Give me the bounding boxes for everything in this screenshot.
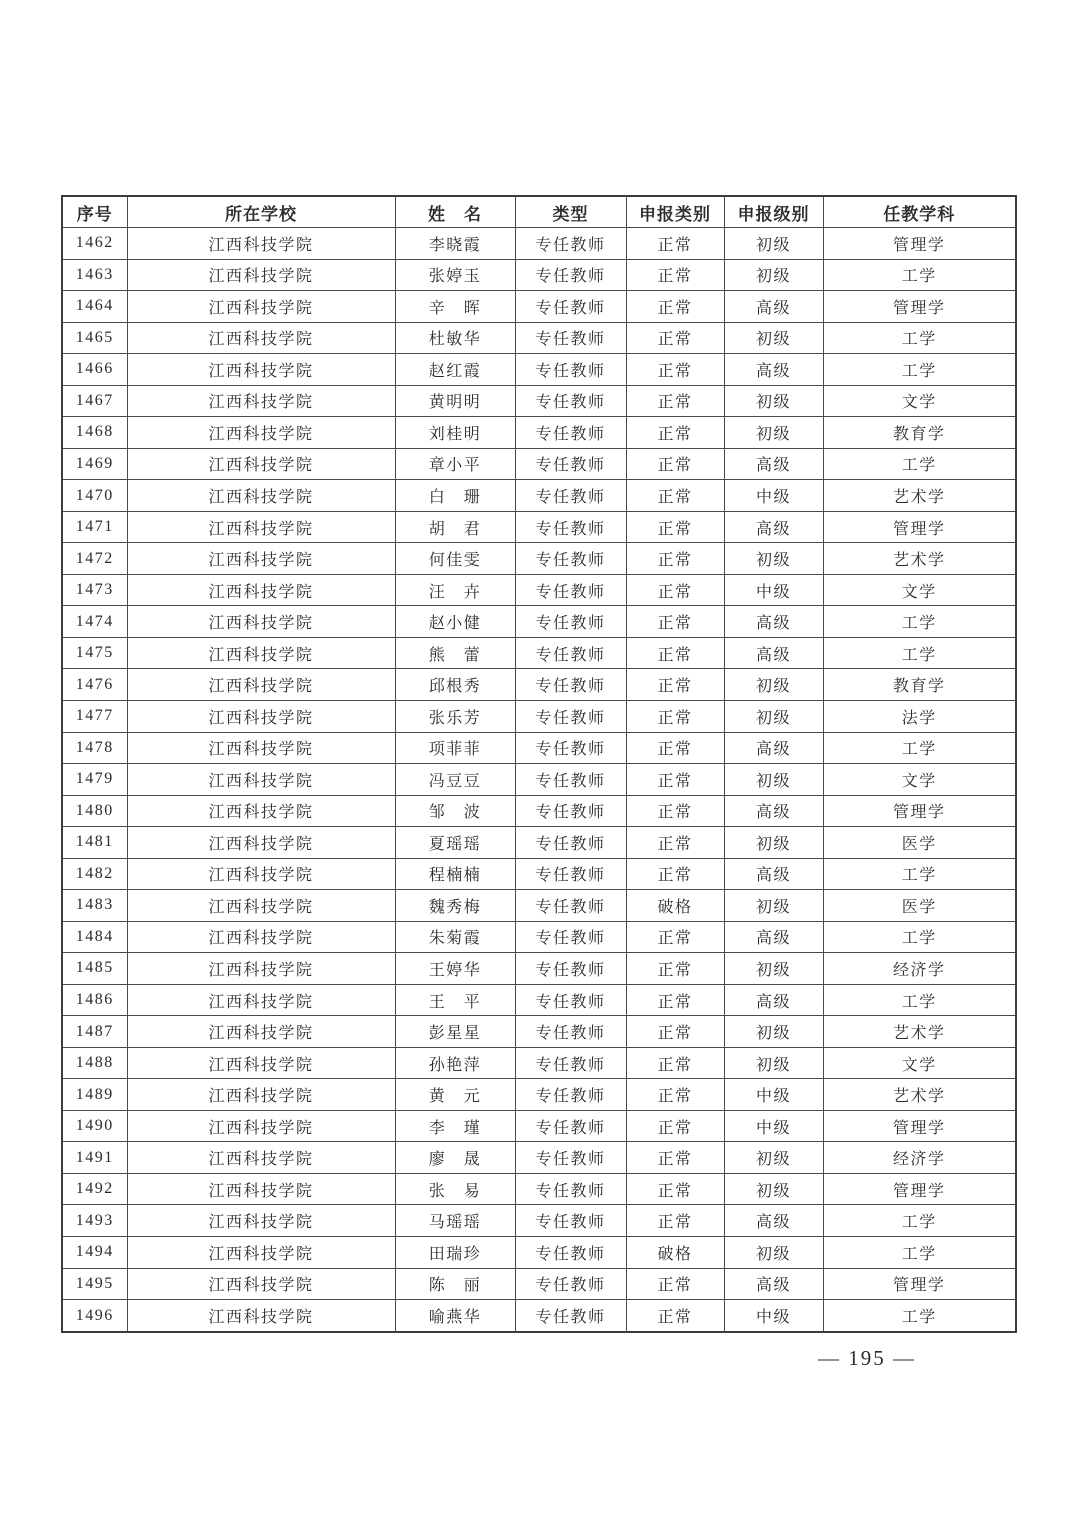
cell-type: 专任教师 bbox=[515, 637, 626, 669]
cell-school: 江西科技学院 bbox=[127, 543, 395, 575]
cell-type: 专任教师 bbox=[515, 1016, 626, 1048]
table-row bbox=[62, 669, 1016, 701]
cell-subject: 文学 bbox=[823, 385, 1016, 417]
cell-type: 专任教师 bbox=[515, 1079, 626, 1111]
cell-subject: 管理学 bbox=[823, 1173, 1016, 1205]
cell-type: 专任教师 bbox=[515, 1173, 626, 1205]
table-row bbox=[62, 574, 1016, 606]
cell-school: 江西科技学院 bbox=[127, 448, 395, 480]
cell-declare_level: 初级 bbox=[724, 669, 823, 701]
table-row bbox=[62, 543, 1016, 575]
cell-type: 专任教师 bbox=[515, 953, 626, 985]
cell-declare_level: 高级 bbox=[724, 448, 823, 480]
cell-serial: 1484 bbox=[62, 921, 127, 953]
cell-subject: 工学 bbox=[823, 448, 1016, 480]
table-row bbox=[62, 259, 1016, 291]
cell-declare_category: 正常 bbox=[626, 417, 724, 449]
cell-declare_category: 正常 bbox=[626, 385, 724, 417]
header-school: 所在学校 bbox=[127, 196, 395, 228]
cell-name: 李 瑾 bbox=[395, 1110, 515, 1142]
cell-name: 张 易 bbox=[395, 1173, 515, 1205]
cell-school: 江西科技学院 bbox=[127, 1079, 395, 1111]
cell-subject: 管理学 bbox=[823, 511, 1016, 543]
cell-serial: 1480 bbox=[62, 795, 127, 827]
cell-declare_level: 中级 bbox=[724, 574, 823, 606]
table-row bbox=[62, 480, 1016, 512]
cell-name: 孙艳萍 bbox=[395, 1047, 515, 1079]
cell-declare_level: 初级 bbox=[724, 1142, 823, 1174]
cell-name: 魏秀梅 bbox=[395, 890, 515, 922]
cell-name: 邹 波 bbox=[395, 795, 515, 827]
cell-declare_level: 高级 bbox=[724, 606, 823, 638]
cell-name: 项菲菲 bbox=[395, 732, 515, 764]
cell-name: 黄 元 bbox=[395, 1079, 515, 1111]
table-row bbox=[62, 984, 1016, 1016]
table-row bbox=[62, 1079, 1016, 1111]
cell-name: 白 珊 bbox=[395, 480, 515, 512]
cell-declare_category: 正常 bbox=[626, 764, 724, 796]
cell-school: 江西科技学院 bbox=[127, 291, 395, 323]
table-row bbox=[62, 921, 1016, 953]
cell-name: 邱根秀 bbox=[395, 669, 515, 701]
cell-type: 专任教师 bbox=[515, 858, 626, 890]
cell-type: 专任教师 bbox=[515, 259, 626, 291]
cell-subject: 艺术学 bbox=[823, 480, 1016, 512]
cell-type: 专任教师 bbox=[515, 732, 626, 764]
cell-declare_category: 正常 bbox=[626, 637, 724, 669]
cell-serial: 1494 bbox=[62, 1237, 127, 1269]
cell-school: 江西科技学院 bbox=[127, 795, 395, 827]
cell-declare_category: 正常 bbox=[626, 259, 724, 291]
cell-type: 专任教师 bbox=[515, 984, 626, 1016]
table-row bbox=[62, 953, 1016, 985]
cell-declare_category: 正常 bbox=[626, 827, 724, 859]
cell-serial: 1492 bbox=[62, 1173, 127, 1205]
cell-subject: 工学 bbox=[823, 606, 1016, 638]
cell-serial: 1465 bbox=[62, 322, 127, 354]
cell-declare_level: 中级 bbox=[724, 1079, 823, 1111]
cell-school: 江西科技学院 bbox=[127, 417, 395, 449]
cell-type: 专任教师 bbox=[515, 700, 626, 732]
cell-name: 彭星星 bbox=[395, 1016, 515, 1048]
cell-serial: 1471 bbox=[62, 511, 127, 543]
table-row bbox=[62, 890, 1016, 922]
cell-declare_category: 正常 bbox=[626, 732, 724, 764]
cell-school: 江西科技学院 bbox=[127, 732, 395, 764]
cell-serial: 1482 bbox=[62, 858, 127, 890]
cell-name: 刘桂明 bbox=[395, 417, 515, 449]
cell-name: 杜敏华 bbox=[395, 322, 515, 354]
cell-type: 专任教师 bbox=[515, 574, 626, 606]
cell-name: 朱菊霞 bbox=[395, 921, 515, 953]
table-row bbox=[62, 606, 1016, 638]
cell-name: 冯豆豆 bbox=[395, 764, 515, 796]
table-header-row bbox=[62, 196, 1016, 228]
table-row bbox=[62, 732, 1016, 764]
cell-school: 江西科技学院 bbox=[127, 700, 395, 732]
cell-school: 江西科技学院 bbox=[127, 511, 395, 543]
cell-school: 江西科技学院 bbox=[127, 1300, 395, 1332]
cell-serial: 1478 bbox=[62, 732, 127, 764]
table-row bbox=[62, 1237, 1016, 1269]
cell-serial: 1463 bbox=[62, 259, 127, 291]
cell-type: 专任教师 bbox=[515, 606, 626, 638]
cell-type: 专任教师 bbox=[515, 354, 626, 386]
cell-type: 专任教师 bbox=[515, 921, 626, 953]
cell-subject: 管理学 bbox=[823, 228, 1016, 260]
cell-declare_category: 正常 bbox=[626, 574, 724, 606]
cell-school: 江西科技学院 bbox=[127, 921, 395, 953]
table-row bbox=[62, 417, 1016, 449]
cell-name: 赵红霞 bbox=[395, 354, 515, 386]
cell-name: 张婷玉 bbox=[395, 259, 515, 291]
cell-type: 专任教师 bbox=[515, 1300, 626, 1332]
cell-school: 江西科技学院 bbox=[127, 669, 395, 701]
cell-school: 江西科技学院 bbox=[127, 1268, 395, 1300]
cell-declare_level: 高级 bbox=[724, 637, 823, 669]
cell-declare_level: 高级 bbox=[724, 291, 823, 323]
cell-school: 江西科技学院 bbox=[127, 1047, 395, 1079]
cell-declare_level: 高级 bbox=[724, 858, 823, 890]
cell-subject: 文学 bbox=[823, 764, 1016, 796]
cell-declare_category: 正常 bbox=[626, 511, 724, 543]
cell-declare_category: 正常 bbox=[626, 1016, 724, 1048]
cell-school: 江西科技学院 bbox=[127, 385, 395, 417]
table-row bbox=[62, 1110, 1016, 1142]
cell-type: 专任教师 bbox=[515, 764, 626, 796]
cell-serial: 1495 bbox=[62, 1268, 127, 1300]
cell-declare_level: 初级 bbox=[724, 953, 823, 985]
cell-declare_level: 高级 bbox=[724, 1268, 823, 1300]
table-row bbox=[62, 858, 1016, 890]
cell-declare_category: 正常 bbox=[626, 795, 724, 827]
cell-type: 专任教师 bbox=[515, 1110, 626, 1142]
cell-school: 江西科技学院 bbox=[127, 637, 395, 669]
cell-name: 汪 卉 bbox=[395, 574, 515, 606]
cell-name: 赵小健 bbox=[395, 606, 515, 638]
cell-subject: 管理学 bbox=[823, 291, 1016, 323]
cell-school: 江西科技学院 bbox=[127, 984, 395, 1016]
cell-declare_category: 正常 bbox=[626, 228, 724, 260]
cell-serial: 1476 bbox=[62, 669, 127, 701]
cell-subject: 法学 bbox=[823, 700, 1016, 732]
cell-serial: 1468 bbox=[62, 417, 127, 449]
header-declare-category: 申报类别 bbox=[626, 196, 724, 228]
cell-declare_level: 高级 bbox=[724, 354, 823, 386]
cell-school: 江西科技学院 bbox=[127, 259, 395, 291]
cell-school: 江西科技学院 bbox=[127, 890, 395, 922]
cell-declare_level: 初级 bbox=[724, 322, 823, 354]
cell-declare_level: 高级 bbox=[724, 511, 823, 543]
cell-name: 王婷华 bbox=[395, 953, 515, 985]
cell-school: 江西科技学院 bbox=[127, 1016, 395, 1048]
cell-name: 田瑞珍 bbox=[395, 1237, 515, 1269]
cell-declare_level: 初级 bbox=[724, 228, 823, 260]
table-row bbox=[62, 1142, 1016, 1174]
cell-type: 专任教师 bbox=[515, 1268, 626, 1300]
table-row bbox=[62, 1268, 1016, 1300]
cell-name: 辛 晖 bbox=[395, 291, 515, 323]
header-subject: 任教学科 bbox=[823, 196, 1016, 228]
cell-subject: 工学 bbox=[823, 637, 1016, 669]
cell-declare_category: 正常 bbox=[626, 1110, 724, 1142]
cell-subject: 工学 bbox=[823, 921, 1016, 953]
cell-declare_level: 初级 bbox=[724, 890, 823, 922]
cell-declare_category: 正常 bbox=[626, 322, 724, 354]
cell-declare_category: 正常 bbox=[626, 354, 724, 386]
cell-declare_category: 正常 bbox=[626, 921, 724, 953]
cell-declare_category: 正常 bbox=[626, 700, 724, 732]
cell-declare_category: 正常 bbox=[626, 1173, 724, 1205]
cell-subject: 工学 bbox=[823, 1205, 1016, 1237]
cell-name: 喻燕华 bbox=[395, 1300, 515, 1332]
cell-serial: 1486 bbox=[62, 984, 127, 1016]
cell-declare_category: 正常 bbox=[626, 1142, 724, 1174]
cell-subject: 文学 bbox=[823, 574, 1016, 606]
cell-school: 江西科技学院 bbox=[127, 764, 395, 796]
table-row bbox=[62, 1047, 1016, 1079]
table-row bbox=[62, 827, 1016, 859]
cell-type: 专任教师 bbox=[515, 1142, 626, 1174]
table-row bbox=[62, 385, 1016, 417]
table-header bbox=[62, 196, 1016, 228]
cell-declare_category: 正常 bbox=[626, 953, 724, 985]
table-row bbox=[62, 322, 1016, 354]
cell-school: 江西科技学院 bbox=[127, 1237, 395, 1269]
cell-type: 专任教师 bbox=[515, 228, 626, 260]
cell-type: 专任教师 bbox=[515, 1047, 626, 1079]
table-row bbox=[62, 228, 1016, 260]
cell-serial: 1467 bbox=[62, 385, 127, 417]
table-row bbox=[62, 511, 1016, 543]
cell-subject: 工学 bbox=[823, 259, 1016, 291]
cell-serial: 1485 bbox=[62, 953, 127, 985]
cell-name: 王 平 bbox=[395, 984, 515, 1016]
cell-school: 江西科技学院 bbox=[127, 1205, 395, 1237]
cell-name: 熊 蕾 bbox=[395, 637, 515, 669]
cell-declare_category: 正常 bbox=[626, 1079, 724, 1111]
cell-serial: 1490 bbox=[62, 1110, 127, 1142]
cell-serial: 1483 bbox=[62, 890, 127, 922]
cell-declare_level: 高级 bbox=[724, 732, 823, 764]
cell-serial: 1475 bbox=[62, 637, 127, 669]
cell-school: 江西科技学院 bbox=[127, 953, 395, 985]
cell-declare_category: 正常 bbox=[626, 669, 724, 701]
cell-type: 专任教师 bbox=[515, 669, 626, 701]
cell-declare_category: 正常 bbox=[626, 543, 724, 575]
cell-subject: 经济学 bbox=[823, 953, 1016, 985]
cell-school: 江西科技学院 bbox=[127, 606, 395, 638]
cell-serial: 1464 bbox=[62, 291, 127, 323]
cell-type: 专任教师 bbox=[515, 511, 626, 543]
cell-school: 江西科技学院 bbox=[127, 228, 395, 260]
cell-name: 李晓霞 bbox=[395, 228, 515, 260]
cell-subject: 工学 bbox=[823, 322, 1016, 354]
cell-declare_category: 正常 bbox=[626, 1300, 724, 1332]
cell-serial: 1491 bbox=[62, 1142, 127, 1174]
cell-name: 陈 丽 bbox=[395, 1268, 515, 1300]
header-serial: 序号 bbox=[62, 196, 127, 228]
cell-declare_level: 高级 bbox=[724, 984, 823, 1016]
cell-declare_level: 初级 bbox=[724, 1173, 823, 1205]
cell-serial: 1466 bbox=[62, 354, 127, 386]
table-row bbox=[62, 1016, 1016, 1048]
table-row bbox=[62, 1300, 1016, 1332]
cell-name: 夏瑶瑶 bbox=[395, 827, 515, 859]
cell-subject: 经济学 bbox=[823, 1142, 1016, 1174]
cell-type: 专任教师 bbox=[515, 448, 626, 480]
cell-serial: 1474 bbox=[62, 606, 127, 638]
cell-type: 专任教师 bbox=[515, 417, 626, 449]
cell-subject: 工学 bbox=[823, 858, 1016, 890]
cell-type: 专任教师 bbox=[515, 890, 626, 922]
cell-subject: 艺术学 bbox=[823, 1016, 1016, 1048]
cell-serial: 1481 bbox=[62, 827, 127, 859]
cell-declare_level: 初级 bbox=[724, 1047, 823, 1079]
cell-name: 马瑶瑶 bbox=[395, 1205, 515, 1237]
table-row bbox=[62, 700, 1016, 732]
cell-declare_level: 初级 bbox=[724, 417, 823, 449]
teacher-declaration-table bbox=[61, 195, 1017, 1333]
cell-type: 专任教师 bbox=[515, 322, 626, 354]
cell-declare_level: 高级 bbox=[724, 1205, 823, 1237]
cell-declare_category: 正常 bbox=[626, 291, 724, 323]
cell-declare_category: 正常 bbox=[626, 1205, 724, 1237]
cell-name: 廖 晟 bbox=[395, 1142, 515, 1174]
cell-school: 江西科技学院 bbox=[127, 480, 395, 512]
cell-declare_category: 正常 bbox=[626, 1268, 724, 1300]
cell-declare_level: 初级 bbox=[724, 1237, 823, 1269]
cell-type: 专任教师 bbox=[515, 1205, 626, 1237]
cell-school: 江西科技学院 bbox=[127, 1142, 395, 1174]
cell-subject: 医学 bbox=[823, 890, 1016, 922]
table-row bbox=[62, 1205, 1016, 1237]
cell-subject: 艺术学 bbox=[823, 543, 1016, 575]
table-row bbox=[62, 448, 1016, 480]
cell-serial: 1496 bbox=[62, 1300, 127, 1332]
cell-name: 黄明明 bbox=[395, 385, 515, 417]
cell-type: 专任教师 bbox=[515, 795, 626, 827]
cell-serial: 1473 bbox=[62, 574, 127, 606]
cell-subject: 工学 bbox=[823, 354, 1016, 386]
cell-declare_category: 正常 bbox=[626, 858, 724, 890]
table-row bbox=[62, 795, 1016, 827]
cell-serial: 1472 bbox=[62, 543, 127, 575]
cell-subject: 文学 bbox=[823, 1047, 1016, 1079]
cell-serial: 1469 bbox=[62, 448, 127, 480]
header-type: 类型 bbox=[515, 196, 626, 228]
table-row bbox=[62, 291, 1016, 323]
cell-serial: 1462 bbox=[62, 228, 127, 260]
cell-declare_level: 中级 bbox=[724, 480, 823, 512]
cell-serial: 1470 bbox=[62, 480, 127, 512]
cell-declare_level: 初级 bbox=[724, 259, 823, 291]
table-row bbox=[62, 1173, 1016, 1205]
cell-type: 专任教师 bbox=[515, 480, 626, 512]
cell-declare_category: 正常 bbox=[626, 606, 724, 638]
cell-serial: 1493 bbox=[62, 1205, 127, 1237]
page-number: — 195 — bbox=[818, 1346, 916, 1370]
cell-subject: 管理学 bbox=[823, 1110, 1016, 1142]
cell-subject: 艺术学 bbox=[823, 1079, 1016, 1111]
header-declare-level: 申报级别 bbox=[724, 196, 823, 228]
cell-declare_category: 正常 bbox=[626, 1047, 724, 1079]
cell-serial: 1488 bbox=[62, 1047, 127, 1079]
cell-name: 何佳雯 bbox=[395, 543, 515, 575]
cell-serial: 1477 bbox=[62, 700, 127, 732]
table-row bbox=[62, 637, 1016, 669]
cell-school: 江西科技学院 bbox=[127, 574, 395, 606]
cell-school: 江西科技学院 bbox=[127, 1173, 395, 1205]
cell-type: 专任教师 bbox=[515, 1237, 626, 1269]
cell-type: 专任教师 bbox=[515, 385, 626, 417]
cell-name: 胡 君 bbox=[395, 511, 515, 543]
cell-subject: 教育学 bbox=[823, 669, 1016, 701]
cell-subject: 工学 bbox=[823, 1300, 1016, 1332]
cell-name: 程楠楠 bbox=[395, 858, 515, 890]
table-row bbox=[62, 354, 1016, 386]
cell-school: 江西科技学院 bbox=[127, 827, 395, 859]
table-row bbox=[62, 764, 1016, 796]
cell-declare_level: 中级 bbox=[724, 1110, 823, 1142]
cell-declare_level: 中级 bbox=[724, 1300, 823, 1332]
cell-declare_category: 正常 bbox=[626, 984, 724, 1016]
cell-declare_level: 初级 bbox=[724, 1016, 823, 1048]
cell-declare_level: 初级 bbox=[724, 543, 823, 575]
cell-serial: 1479 bbox=[62, 764, 127, 796]
cell-subject: 工学 bbox=[823, 984, 1016, 1016]
cell-serial: 1489 bbox=[62, 1079, 127, 1111]
cell-declare_category: 破格 bbox=[626, 890, 724, 922]
cell-declare_level: 初级 bbox=[724, 700, 823, 732]
cell-subject: 工学 bbox=[823, 732, 1016, 764]
cell-declare_level: 初级 bbox=[724, 764, 823, 796]
cell-declare_category: 正常 bbox=[626, 448, 724, 480]
cell-subject: 教育学 bbox=[823, 417, 1016, 449]
cell-school: 江西科技学院 bbox=[127, 858, 395, 890]
cell-school: 江西科技学院 bbox=[127, 354, 395, 386]
cell-subject: 工学 bbox=[823, 1237, 1016, 1269]
header-name: 姓 名 bbox=[395, 196, 515, 228]
cell-declare_level: 高级 bbox=[724, 921, 823, 953]
cell-name: 章小平 bbox=[395, 448, 515, 480]
cell-school: 江西科技学院 bbox=[127, 1110, 395, 1142]
cell-type: 专任教师 bbox=[515, 291, 626, 323]
table-body bbox=[62, 228, 1016, 1333]
cell-declare_level: 初级 bbox=[724, 385, 823, 417]
cell-school: 江西科技学院 bbox=[127, 322, 395, 354]
cell-declare_level: 高级 bbox=[724, 795, 823, 827]
cell-declare_level: 初级 bbox=[724, 827, 823, 859]
cell-type: 专任教师 bbox=[515, 543, 626, 575]
cell-declare_category: 正常 bbox=[626, 480, 724, 512]
cell-serial: 1487 bbox=[62, 1016, 127, 1048]
cell-subject: 管理学 bbox=[823, 1268, 1016, 1300]
cell-subject: 管理学 bbox=[823, 795, 1016, 827]
cell-type: 专任教师 bbox=[515, 827, 626, 859]
cell-declare_category: 破格 bbox=[626, 1237, 724, 1269]
cell-name: 张乐芳 bbox=[395, 700, 515, 732]
cell-subject: 医学 bbox=[823, 827, 1016, 859]
